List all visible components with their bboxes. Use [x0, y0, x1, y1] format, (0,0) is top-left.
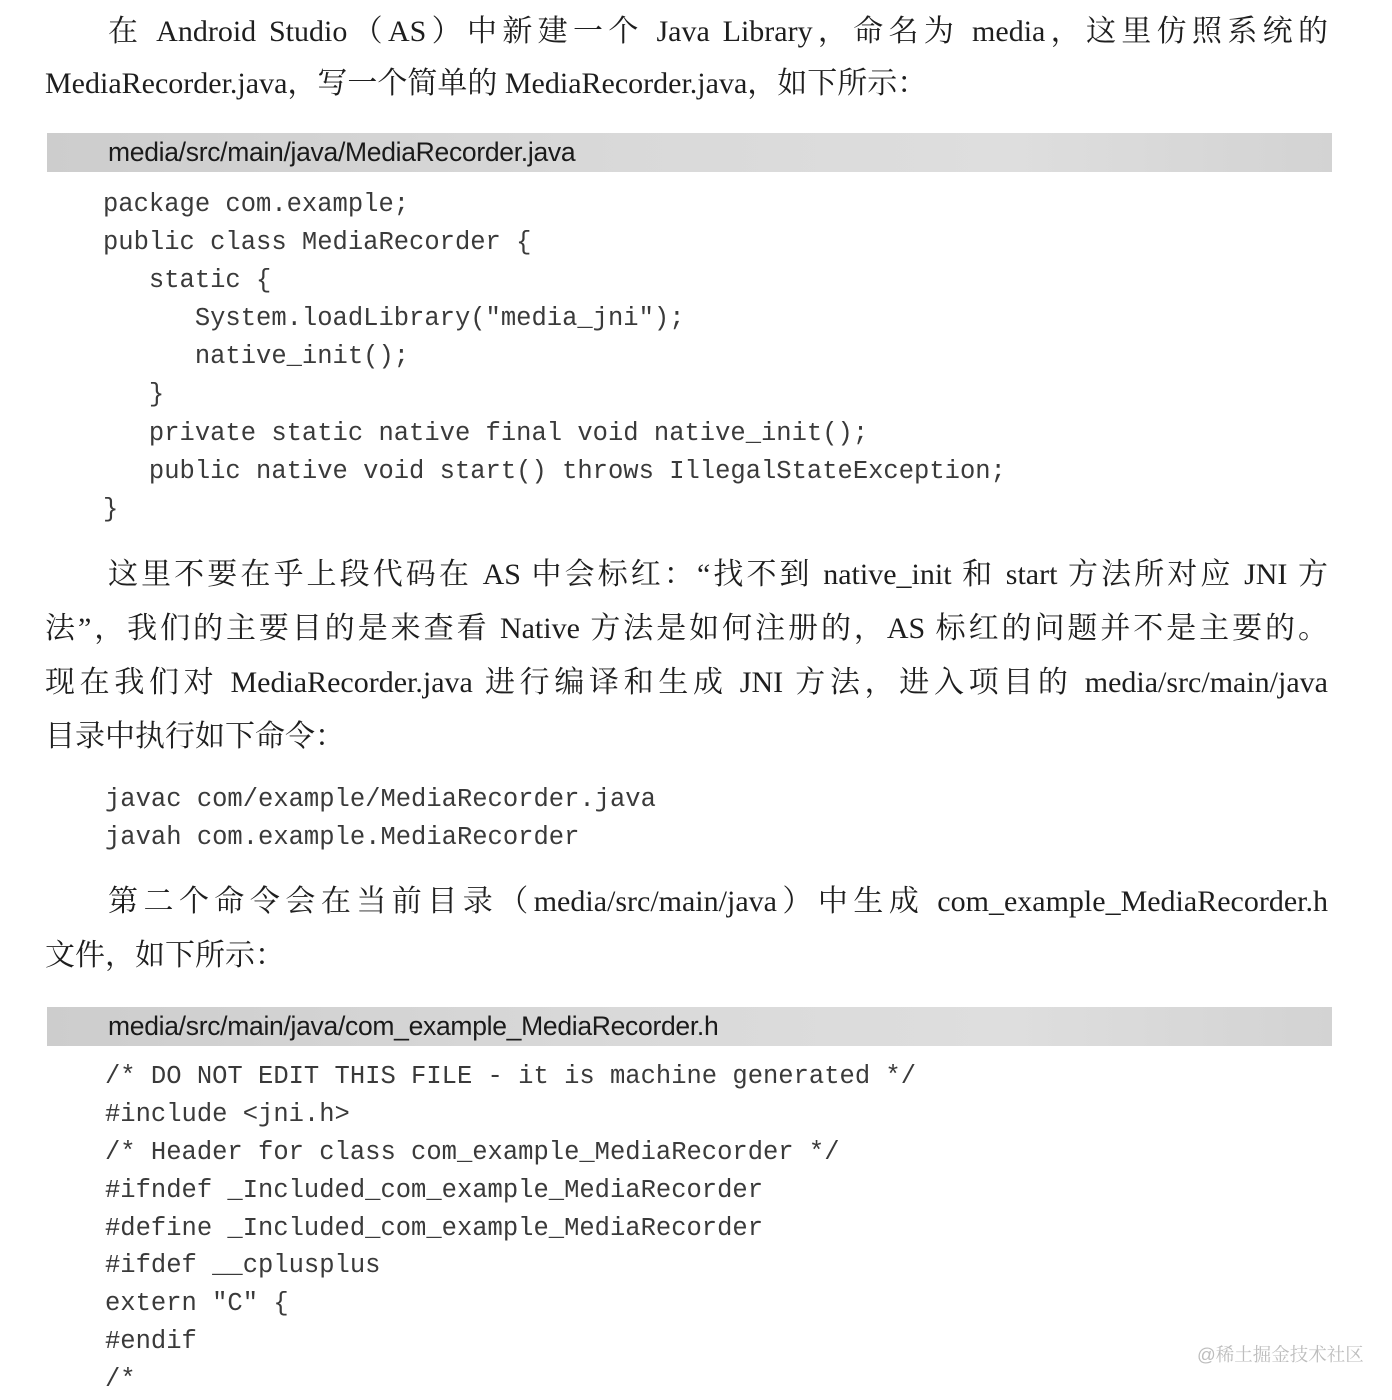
code-line: native_init();: [103, 342, 410, 372]
intro-line: 在 Android Studio（AS）中新建一个 Java Library，命名为 media，这里仿照系统的: [108, 15, 1328, 48]
code-line: /* Header for class com_example_MediaRecorder */: [105, 1137, 840, 1167]
explanation-line: 现在我们对 MediaRecorder.java 进行编译和生成 JNI 方法，进入项目的 media/src/main/java: [45, 666, 1328, 699]
code-line: #endif: [105, 1327, 197, 1357]
code-line: }: [103, 494, 119, 524]
code-line: /* DO NOT EDIT THIS FILE - it is machine generated */: [105, 1062, 917, 1091]
code-line: private static native final void native_init();: [103, 418, 869, 448]
result-paragraph: [45, 875, 1328, 983]
code-block-header: [105, 1058, 916, 1399]
code-line: System.loadLibrary("media_jni");: [103, 304, 685, 334]
code-line: #ifdef __cplusplus: [105, 1251, 381, 1281]
code-line: #ifndef _Included_com_example_MediaRecorder: [105, 1175, 764, 1205]
explanation-line: 目录中执行如下命令：: [45, 720, 345, 753]
code-line: public native void start() throws IllegalStateException;: [103, 456, 1006, 486]
result-line: 第二个命令会在当前目录（media/src/main/java）中生成 com_example_MediaRecorder.h: [108, 885, 1328, 918]
file-caption: media/src/main/java/com_example_MediaRecorder.h: [108, 1011, 719, 1041]
code-line: }: [103, 380, 165, 410]
code-line: package com.example;: [103, 190, 410, 219]
file-caption-bar: [47, 133, 1332, 172]
code-block-java: [103, 186, 1006, 529]
command-block: [105, 781, 656, 856]
code-line: public class MediaRecorder {: [103, 228, 532, 258]
file-caption-bar: [47, 1007, 1332, 1046]
file-caption: media/src/main/java/MediaRecorder.java: [108, 137, 576, 167]
intro-line: MediaRecorder.java，写一个简单的 MediaRecorder.java，如下所示：: [45, 67, 928, 100]
code-line: static {: [103, 266, 272, 296]
code-line: #define _Included_com_example_MediaRecorder: [105, 1213, 764, 1243]
watermark: @稀土掘金技术社区: [1197, 1344, 1364, 1365]
command-line: javah com.example.MediaRecorder: [105, 822, 580, 852]
result-line: 文件，如下所示：: [45, 939, 285, 972]
code-line: #include <jni.h>: [105, 1099, 350, 1129]
code-line: extern "C" {: [105, 1289, 289, 1319]
explanation-line: 这里不要在乎上段代码在 AS 中会标红：“找不到 native_init 和 start 方法所对应 JNI 方: [108, 558, 1328, 591]
code-line: /*: [105, 1365, 136, 1395]
intro-paragraph: [45, 6, 1328, 110]
command-line: javac com/example/MediaRecorder.java: [105, 785, 656, 814]
explanation-paragraph: [45, 548, 1328, 764]
explanation-line: 法”，我们的主要目的是来查看 Native 方法是如何注册的，AS 标红的问题并不是主要的。: [45, 612, 1328, 645]
